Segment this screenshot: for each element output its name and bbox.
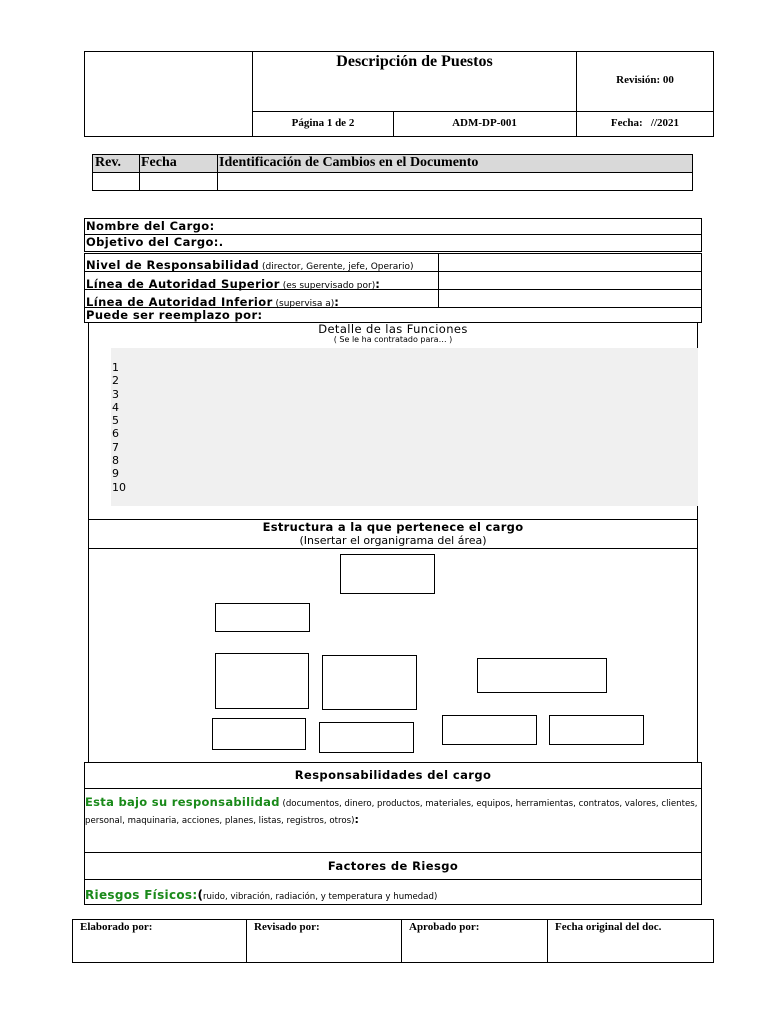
col-rev: Rev. (95, 155, 122, 170)
funcion-item: 7 (112, 440, 119, 454)
responsabilidades-title: Responsabilidades del cargo (294, 768, 492, 782)
funcion-item: 9 (112, 467, 119, 481)
funcion-item: 10 (112, 480, 126, 494)
org-box-mid2 (322, 655, 417, 710)
funcion-item: 1 (112, 361, 119, 374)
org-box-bottom4 (549, 715, 644, 745)
superior-label: Línea de Autoridad Superior (86, 277, 280, 291)
inferior-note: (supervisa a) (272, 299, 335, 309)
header-divider (253, 111, 714, 112)
nivel-note: (director, Gerente, jefe, Operario) (259, 262, 414, 272)
funciones-subtitle: ( Se le ha contratado para… ) (333, 335, 453, 344)
funcion-item: 6 (112, 427, 119, 441)
funcion-item: 5 (112, 414, 119, 428)
responsabilidad-label: Esta bajo su responsabilidad (85, 795, 280, 809)
autoridad-superior (86, 273, 380, 292)
nivel-responsabilidad (86, 254, 413, 273)
sig-div1 (246, 919, 247, 963)
funcion-item: 2 (112, 374, 119, 388)
col-identificacion: Identificación de Cambios en el Documento (219, 155, 479, 170)
estructura-title: Estructura a la que pertenece el cargo (262, 520, 524, 534)
page-number: Página 1 de 2 (291, 117, 355, 129)
funciones-list (112, 361, 126, 494)
riesgo-label: Riesgos Físicos: (85, 888, 198, 902)
changes-col-div1 (139, 154, 140, 191)
cargo-objetivo: Objetivo del Cargo:. (86, 235, 224, 249)
responsabilidad-note: (documentos, dinero, productos, materiales, equipos, herramientas, contratos, valores, clientes, personal, maquinaria, acciones, planes, listas, registros, otros) (85, 799, 698, 826)
funcion-item: 8 (112, 454, 119, 468)
estructura-subtitle: (Insertar el organigrama del área) (299, 534, 487, 547)
org-box-bottom2 (319, 722, 414, 753)
responsabilidades-text (85, 794, 701, 828)
org-box-right (477, 658, 607, 693)
funciones-area (111, 348, 698, 506)
col-fecha: Fecha (141, 155, 177, 170)
riesgo-text (85, 884, 437, 903)
nivel-label: Nivel de Responsabilidad (86, 258, 260, 272)
date-label: Fecha: //2021 (610, 117, 680, 129)
funcion-item: 3 (112, 387, 119, 401)
logo-cell (84, 51, 253, 137)
revision-label: Revisión: 00 (616, 74, 674, 86)
elaborado-label: Elaborado por: (80, 921, 153, 933)
responsabilidad-colon: : (354, 813, 359, 826)
org-box-mid1 (215, 653, 309, 709)
revisado-label: Revisado por: (254, 921, 320, 933)
riesgo-note: ruido, vibración, radiación, y temperatura y humedad) (202, 892, 438, 902)
changes-col-div2 (217, 154, 218, 191)
aprobado-label: Aprobado por: (409, 921, 480, 933)
funciones-title: Detalle de las Funciones (318, 322, 468, 336)
org-box-bottom3 (442, 715, 537, 745)
riesgo-paren: ( (197, 888, 203, 902)
org-box-bottom1 (212, 718, 306, 750)
grid-col-div (438, 253, 439, 307)
riesgo-title: Factores de Riesgo (327, 859, 459, 873)
sig-div2 (401, 919, 402, 963)
fecha-original-label: Fecha original del doc. (555, 921, 662, 933)
superior-colon: : (375, 277, 381, 291)
org-box-left (215, 603, 310, 632)
superior-note: (es supervisado por) (279, 281, 376, 291)
org-box-top (340, 554, 435, 594)
document-code: ADM-DP-001 (452, 117, 517, 129)
funcion-item: 4 (112, 400, 119, 414)
sig-div3 (547, 919, 548, 963)
reemplazo: Puede ser reemplazo por: (86, 308, 263, 322)
inferior-colon: : (334, 295, 340, 309)
cargo-nombre: Nombre del Cargo: (86, 219, 215, 233)
document-title: Descripción de Puestos (336, 53, 493, 70)
inferior-label: Línea de Autoridad Inferior (86, 295, 273, 309)
